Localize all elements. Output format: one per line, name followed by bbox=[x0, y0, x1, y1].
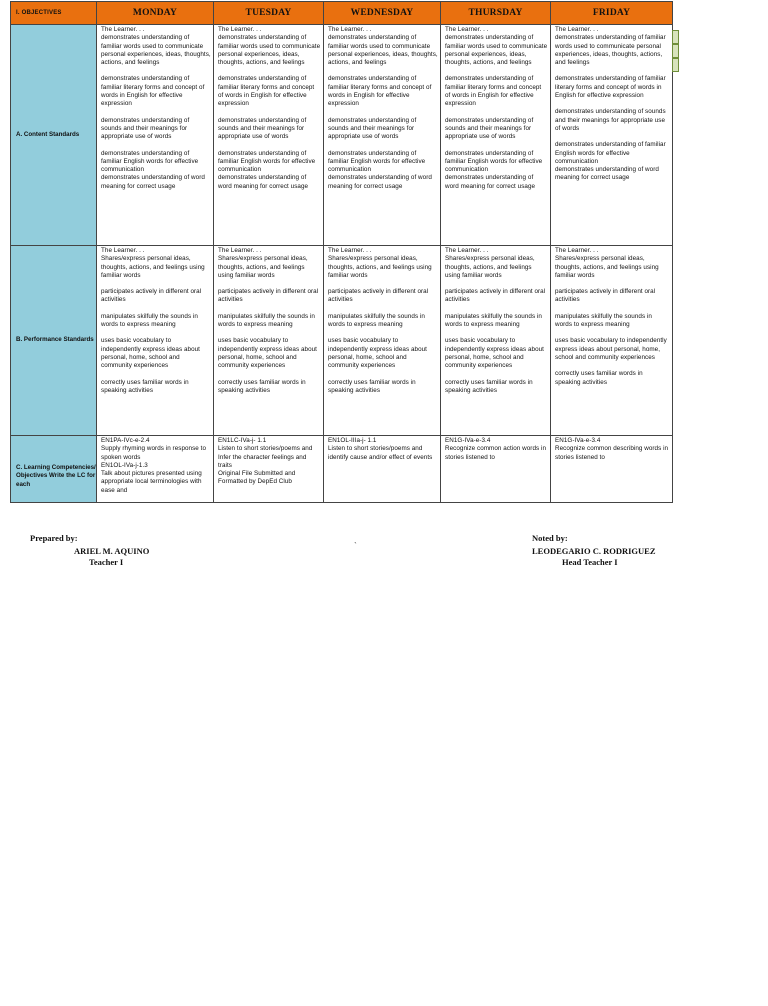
cell-paragraph: participates actively in different oral activities bbox=[445, 288, 546, 304]
side-tab-marker bbox=[672, 44, 679, 58]
cell-paragraph: EN1PA-IVc-e-2.4 Supply rhyming words in response to spoken words EN1OL-IVa-j-1.3 Talk about pictures presented using appropriate local terminologies with ease and bbox=[101, 437, 206, 494]
day-header-thursday: THURSDAY bbox=[441, 2, 551, 25]
performance-cell-monday bbox=[97, 246, 214, 436]
cell-paragraph: The Learner. . . demonstrates understanding of familiar words used to communicate personal experiences, ideas, thoughts, actions, and feelings bbox=[101, 26, 211, 67]
cell-paragraph: manipulates skilfully the sounds in words to express meaning bbox=[218, 312, 315, 329]
performance-cell-thursday bbox=[441, 246, 551, 436]
cell-paragraph: demonstrates understanding of sounds and their meanings for appropriate use of words bbox=[218, 116, 307, 141]
stray-mark: ` bbox=[354, 540, 357, 550]
cell-paragraph: manipulates skilfully the sounds in words to express meaning bbox=[328, 312, 425, 329]
cell-paragraph: demonstrates understanding of sounds and their meanings for appropriate use of words bbox=[101, 116, 190, 141]
cell-paragraph: demonstrates understanding of familiar English words for effective communication demonstrates understanding of word meaning for correct usage bbox=[101, 149, 205, 190]
cell-paragraph: correctly uses familiar words in speaking activities bbox=[218, 378, 306, 394]
competency-cell-friday bbox=[551, 436, 673, 503]
cell-paragraph: EN1LC-IVa-j- 1.1 Listen to short stories/poems and Infer the character feelings and traits Original File Submitted and Formatted by DepEd Club bbox=[218, 437, 313, 486]
competency-cell-tuesday bbox=[214, 436, 324, 503]
cell-paragraph: demonstrates understanding of familiar literary forms and concept of words in English for effective expression bbox=[218, 75, 315, 108]
cell-paragraph: The Learner. . . Shares/express personal ideas, thoughts, actions, and feelings using familiar words bbox=[555, 247, 659, 279]
cell-paragraph: demonstrates understanding of sounds and their meanings for appropriate use of words bbox=[445, 116, 534, 141]
cell-paragraph: The Learner. . . Shares/express personal ideas, thoughts, actions, and feelings using familiar words bbox=[218, 247, 308, 279]
cell-paragraph: demonstrates understanding of familiar literary forms and concept of words in English for effective expression bbox=[101, 75, 205, 108]
cell-paragraph: demonstrates understanding of familiar English words for effective communication demonstrates understanding of word meaning for correct usage bbox=[218, 149, 316, 190]
cell-paragraph: The Learner. . . demonstrates understanding of familiar words used to communicate personal experiences, ideas, thoughts, actions, and feelings bbox=[445, 26, 548, 67]
cell-paragraph: manipulates skilfully the sounds in words to express meaning bbox=[555, 312, 652, 329]
prepared-by-label: Prepared by: bbox=[30, 533, 78, 543]
cell-paragraph: demonstrates understanding of sounds and their meanings for appropriate use of words bbox=[328, 116, 417, 141]
competency-cell-wednesday bbox=[324, 436, 441, 503]
prepared-by-name: ARIEL M. AQUINO bbox=[74, 546, 150, 556]
learning-competencies-label: C. Learning Competencies/ Objectives Write the LC for each bbox=[11, 436, 97, 503]
competency-cell-thursday bbox=[441, 436, 551, 503]
cell-paragraph: demonstrates understanding of sounds and their meanings for appropriate use of words bbox=[555, 108, 666, 132]
cell-paragraph: demonstrates understanding of familiar English words for effective communication demonstrates understanding of word meaning for correct usage bbox=[328, 149, 432, 190]
cell-paragraph: uses basic vocabulary to independently express ideas about personal, home, school and community experiences bbox=[445, 337, 544, 370]
cell-paragraph: demonstrates understanding of familiar English words for effective communication demonstrates understanding of word meaning for correct usage bbox=[445, 149, 543, 190]
day-header-monday: MONDAY bbox=[97, 2, 214, 25]
prepared-by-title: Teacher I bbox=[89, 557, 124, 567]
performance-standards-label: B. Performance Standards bbox=[11, 246, 97, 436]
cell-paragraph: demonstrates understanding of familiar literary forms and concept of words in English for effective expression bbox=[445, 75, 542, 108]
cell-paragraph: uses basic vocabulary to independently express ideas about personal, home, school and community experiences bbox=[555, 337, 667, 361]
content-cell-tuesday bbox=[214, 25, 324, 246]
cell-paragraph: participates actively in different oral activities bbox=[218, 288, 319, 304]
cell-paragraph: The Learner. . . demonstrates understanding of familiar words used to communicate personal experiences, ideas, thoughts, actions, and feelings bbox=[555, 26, 666, 67]
day-header-friday: FRIDAY bbox=[551, 2, 673, 25]
noted-by-label: Noted by: bbox=[532, 533, 568, 543]
header-row bbox=[11, 2, 673, 25]
objectives-header: I. OBJECTIVES bbox=[11, 2, 97, 25]
cell-paragraph: uses basic vocabulary to independently express ideas about personal, home, school and community experiences bbox=[101, 337, 200, 370]
day-header-wednesday: WEDNESDAY bbox=[324, 2, 441, 25]
content-cell-monday bbox=[97, 25, 214, 246]
cell-paragraph: manipulates skilfully the sounds in words to express meaning bbox=[101, 312, 198, 329]
content-cell-thursday bbox=[441, 25, 551, 246]
cell-paragraph: EN1OL-IIIa-j- 1.1 Listen to short stories/poems and identify cause and/or effect of events bbox=[328, 437, 433, 461]
side-tab-marker bbox=[672, 30, 679, 44]
cell-paragraph: participates actively in different oral activities bbox=[555, 288, 656, 304]
performance-standards-row bbox=[11, 246, 673, 436]
cell-paragraph: The Learner. . . Shares/express personal ideas, thoughts, actions, and feelings using familiar words bbox=[101, 247, 205, 279]
cell-paragraph: uses basic vocabulary to independently express ideas about personal, home, school and community experiences bbox=[328, 337, 427, 370]
noted-by-title: Head Teacher I bbox=[562, 557, 618, 567]
performance-cell-tuesday bbox=[214, 246, 324, 436]
lesson-plan-table bbox=[10, 1, 673, 503]
cell-paragraph: The Learner. . . Shares/express personal ideas, thoughts, actions, and feelings using familiar words bbox=[328, 247, 432, 279]
cell-paragraph: EN1G-IVa-e-3.4 Recognize common action words in stories listened to bbox=[445, 437, 546, 461]
competency-cell-monday bbox=[97, 436, 214, 503]
cell-paragraph: correctly uses familiar words in speaking activities bbox=[328, 378, 416, 394]
content-standards-row bbox=[11, 25, 673, 246]
cell-paragraph: participates actively in different oral activities bbox=[328, 288, 429, 304]
cell-paragraph: The Learner. . . demonstrates understanding of familiar words used to communicate personal experiences, ideas, thoughts, actions, and feelings bbox=[328, 26, 438, 67]
side-tab-marker bbox=[672, 58, 679, 72]
cell-paragraph: The Learner. . . demonstrates understanding of familiar words used to communicate personal experiences, ideas, thoughts, actions, and feelings bbox=[218, 26, 321, 67]
performance-cell-wednesday bbox=[324, 246, 441, 436]
content-cell-friday bbox=[551, 25, 673, 246]
cell-paragraph: uses basic vocabulary to independently express ideas about personal, home, school and community experiences bbox=[218, 337, 317, 370]
cell-paragraph: EN1G-IVa-e-3.4 Recognize common describing words in stories listened to bbox=[555, 437, 669, 461]
cell-paragraph: participates actively in different oral activities bbox=[101, 288, 202, 304]
day-header-tuesday: TUESDAY bbox=[214, 2, 324, 25]
cell-paragraph: correctly uses familiar words in speaking activities bbox=[101, 378, 189, 394]
cell-paragraph: demonstrates understanding of familiar English words for effective communication demonstrates understanding of word meaning for correct usage bbox=[555, 141, 666, 182]
performance-cell-friday bbox=[551, 246, 673, 436]
noted-by-name: LEODEGARIO C. RODRIGUEZ bbox=[532, 546, 656, 556]
cell-paragraph: correctly uses familiar words in speaking activities bbox=[555, 370, 643, 386]
cell-paragraph: manipulates skilfully the sounds in words to express meaning bbox=[445, 312, 542, 329]
learning-competencies-row bbox=[11, 436, 673, 503]
cell-paragraph: correctly uses familiar words in speaking activities bbox=[445, 378, 533, 394]
cell-paragraph: The Learner. . . Shares/express personal ideas, thoughts, actions, and feelings using familiar words bbox=[445, 247, 535, 279]
cell-paragraph: demonstrates understanding of familiar literary forms and concept of words in English for effective expression bbox=[328, 75, 432, 108]
cell-paragraph: demonstrates understanding of familiar literary forms and concept of words in English for effective expression bbox=[555, 75, 666, 100]
content-standards-label: A. Content Standards bbox=[11, 25, 97, 246]
content-cell-wednesday bbox=[324, 25, 441, 246]
